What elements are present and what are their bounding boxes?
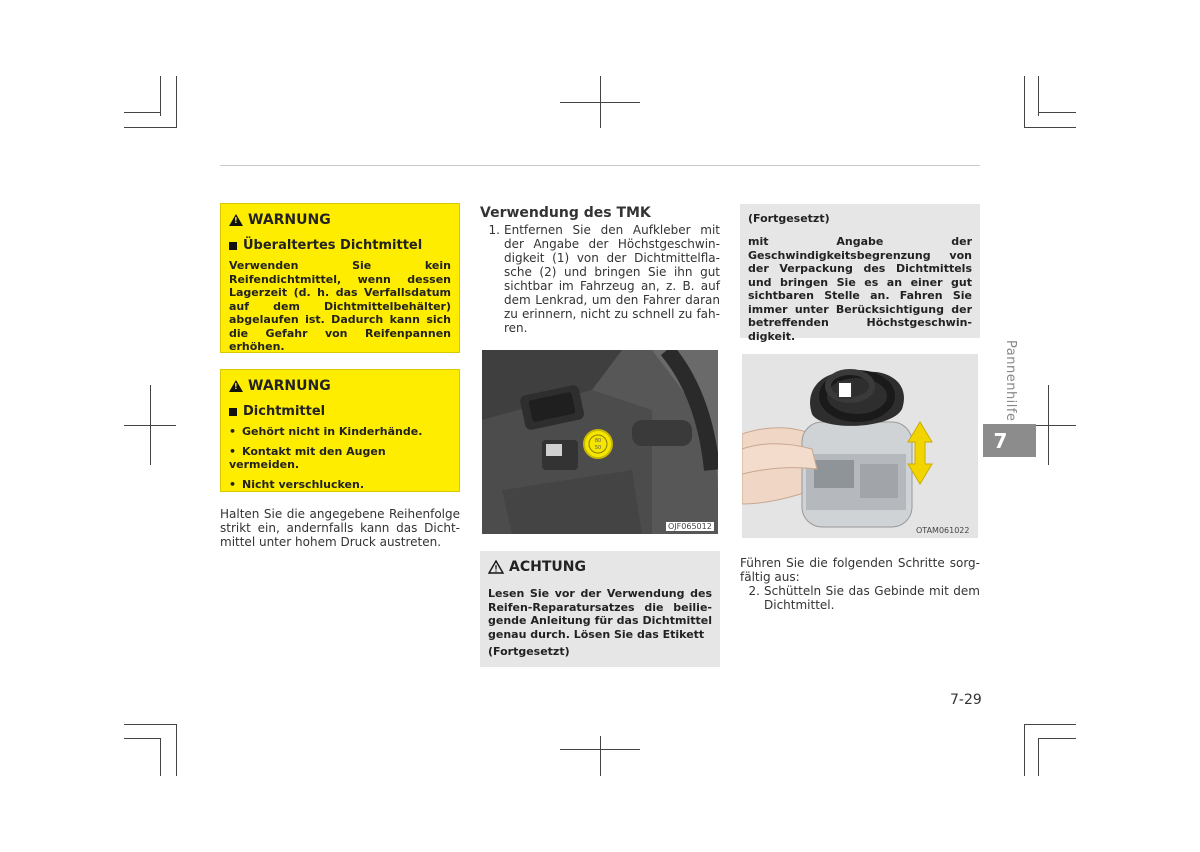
image-caption: OTAM061022	[916, 526, 970, 535]
step-number: 1.	[488, 223, 500, 237]
warning-bullet-list	[229, 425, 451, 491]
chapter-number: 7	[993, 428, 1008, 453]
section-title: Verwendung des TMK	[480, 205, 651, 221]
left-column	[220, 203, 460, 549]
crop-mark	[1024, 724, 1076, 725]
warning-subheading	[229, 404, 451, 419]
continued-label: (Fortgesetzt)	[488, 645, 570, 658]
crop-mark	[600, 736, 601, 776]
crop-mark	[560, 102, 640, 103]
step-text: Entfernen Sie den Aufkleber mit der Angabe der Höchstgeschwindigkeit (1) von der Dichtmittelflasche (2) und bringen Sie ihn gut sichtbar im Fahrzeug an, z. B. auf dem Lenkrad, um den Fahrer daran zu erinnern, nicht zu schnell zu fahren.	[504, 223, 720, 335]
warning-title: WARNUNG	[248, 212, 331, 228]
right-text	[740, 556, 980, 612]
crop-mark	[124, 112, 160, 113]
caution-text: Lesen Sie vor der Verwendung des Reifen-Reparatursatzes die beiliegende Anleitung für das Dichtmittel genau durch. Lösen Sie das Etikett	[488, 587, 712, 641]
square-bullet-icon	[229, 242, 237, 250]
caution-heading	[488, 559, 712, 575]
crop-mark	[1038, 112, 1076, 113]
crop-mark	[1024, 127, 1076, 128]
image-caption: OJF065012	[668, 522, 712, 531]
list-item: • Kontakt mit den Augen vermeiden.	[229, 445, 451, 471]
list-item: • Nicht verschlucken.	[229, 478, 451, 491]
crop-mark	[124, 738, 160, 739]
dashboard-illustration	[482, 350, 718, 534]
dashboard-sticker-photo	[482, 350, 718, 534]
caution-title: ACHTUNG	[509, 559, 586, 575]
crop-mark	[1038, 738, 1039, 776]
crop-mark	[1024, 76, 1025, 128]
warning-box-sealant-age	[220, 203, 460, 353]
crop-mark	[124, 724, 176, 725]
continued-box	[740, 204, 980, 343]
crop-mark	[160, 76, 161, 116]
crop-mark	[560, 749, 640, 750]
step-text: Schütteln Sie das Gebinde mit dem Dichtmittel.	[764, 584, 980, 612]
warning-box-sealant	[220, 369, 460, 492]
warning-heading	[229, 378, 451, 394]
warning-triangle-icon	[229, 380, 243, 392]
sticker-label-bottom: 50	[594, 445, 602, 451]
list-item: • Gehört nicht in Kinderhände.	[229, 425, 451, 438]
warning-triangle-icon	[229, 214, 243, 226]
step-1	[480, 223, 720, 335]
continued-text: mit Angabe der Geschwindigkeitsbegrenzung von der Verpackung des Dichtmittels und bringen Sie es an einer gut sichtbaren Stelle an. Fahren Sie immer unter Berücksichtigung der betreffenden Höchstgeschwindigkeit.	[748, 235, 972, 343]
square-bullet-icon	[229, 408, 237, 416]
sealant-bottle-photo	[742, 354, 978, 538]
step-2	[740, 584, 980, 612]
crop-mark	[124, 425, 176, 426]
warning-subtitle: Dichtmittel	[243, 404, 326, 419]
warning-title: WARNUNG	[248, 378, 331, 394]
sealant-bottle-illustration	[742, 354, 978, 538]
page-number: 7-29	[950, 692, 982, 708]
crop-mark	[1024, 724, 1025, 776]
warning-subheading	[229, 238, 451, 253]
crop-mark	[1038, 76, 1039, 116]
sequence-paragraph: Halten Sie die angegebene Reihenfolge strikt ein, andernfalls kann das Dichtmittel unter hohem Druck austreten.	[220, 507, 460, 549]
caution-triangle-icon	[488, 560, 504, 574]
chapter-tab	[983, 424, 1036, 457]
crop-mark	[160, 738, 161, 776]
caution-box	[480, 551, 720, 667]
middle-column	[480, 205, 720, 335]
crop-mark	[176, 76, 177, 128]
chapter-side-label: Pannenhilfe	[1003, 340, 1018, 422]
crop-mark	[176, 724, 177, 776]
continued-heading: (Fortgesetzt)	[748, 212, 830, 225]
crop-mark	[124, 127, 176, 128]
header-rule	[220, 165, 980, 166]
intro-text: Führen Sie die folgenden Schritte sorgfältig aus:	[740, 556, 980, 584]
warning-subtitle: Überaltertes Dichtmittel	[243, 238, 423, 253]
sticker-label-top: 80	[594, 438, 602, 444]
warning-text: Verwenden Sie kein Reifendichtmittel, wenn dessen Lagerzeit (d. h. das Verfallsdatum auf dem Dichtmittelbehälter) abgelaufen ist. Dadurch kann sich die Gefahr von Reifenpannen erhöhen.	[229, 259, 451, 353]
warning-heading	[229, 212, 451, 228]
step-number: 2.	[748, 584, 760, 598]
crop-mark	[1038, 738, 1076, 739]
